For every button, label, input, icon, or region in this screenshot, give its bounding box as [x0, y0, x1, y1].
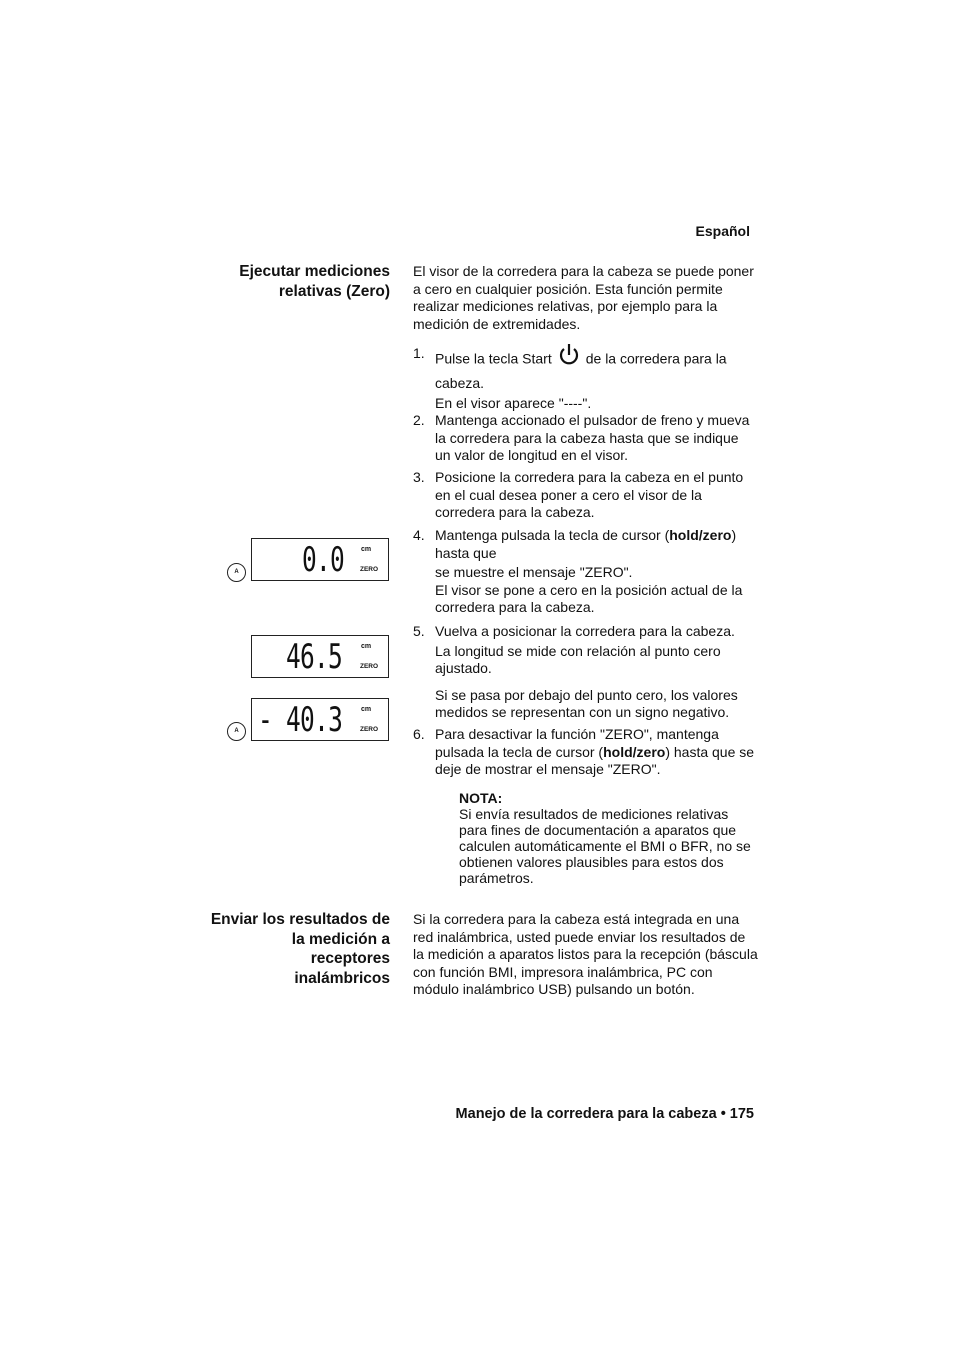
display-status: ZERO — [360, 663, 379, 670]
marker-icon: A — [227, 563, 246, 582]
display-value: 46.5 — [286, 637, 343, 677]
language-label: Español — [695, 223, 750, 239]
section-title-line: receptores — [310, 950, 390, 967]
step-text: La longitud se mide con relación al punto cero ajustado. — [435, 642, 721, 677]
display-unit: cm — [361, 706, 372, 713]
step-number: 1. — [413, 345, 425, 361]
step-2 — [413, 412, 758, 466]
step-text: ) — [731, 527, 737, 543]
display-unit: cm — [361, 643, 372, 650]
step-number: 4. — [413, 527, 425, 543]
marker-icon: A — [227, 722, 246, 741]
note-text: Si envía resultados de mediciones relativas para fines de documentación a aparatos que calculen automáticamente el BMI o BFR, no se obtienen valores plausibles para estos dos parámetros. — [459, 806, 751, 886]
step-number: 5. — [413, 623, 425, 639]
step-text: se muestre el mensaje "ZERO". — [435, 564, 633, 581]
step-text: ) hasta que se deje de mostrar el mensaje "ZERO". — [435, 743, 755, 778]
lcd-display — [251, 538, 389, 581]
key-name: hold/zero — [603, 743, 666, 760]
step-number: 6. — [413, 726, 425, 742]
step-text: Mantenga pulsada la tecla de cursor ( — [435, 527, 670, 543]
lcd-display — [251, 698, 389, 741]
step-3 — [413, 469, 758, 523]
power-icon — [558, 343, 580, 373]
step-text: cabeza. — [435, 375, 485, 391]
step-text: El visor se pone a cero en la posición actual de la corredera para la cabeza. — [435, 581, 743, 616]
step-6 — [413, 726, 758, 780]
section-title-wireless — [211, 910, 390, 988]
step-text: Si se pasa por debajo del punto cero, los valores medidos se representan con un signo negativo. — [435, 686, 738, 721]
lcd-display — [251, 635, 389, 678]
step-5 — [413, 623, 758, 723]
note-box — [459, 790, 759, 886]
step-text: de la corredera para la — [585, 350, 727, 367]
step-text: Mantenga accionado el pulsador de freno y mueva la corredera para la cabeza hasta que se indique un valor de longitud en el visor. — [435, 412, 750, 464]
page-footer: Manejo de la corredera para la cabeza • 175 — [455, 1106, 754, 1122]
step-4 — [413, 527, 758, 619]
section-title-line: Ejecutar mediciones — [239, 263, 390, 280]
step-text: Pulse la tecla Start — [435, 350, 552, 367]
display-value: - 40.3 — [258, 700, 343, 740]
section-title-line: la medición a — [291, 930, 390, 948]
section-title-line: relativas (Zero) — [278, 282, 390, 300]
display-status: ZERO — [360, 726, 379, 733]
section-text: Si la corredera para la cabeza está integrada en una red inalámbrica, usted puede enviar los resultados de la medición a aparatos listos para la recepción (báscula con función BMI, impresora inalámbrica, PC con módulo inalámbrico USB) pulsando un botón. — [413, 911, 758, 998]
step-number: 2. — [413, 412, 425, 428]
display-value: 0.0 — [302, 540, 345, 580]
step-text: Posicione la corredera para la cabeza en el punto en el cual desea poner a cero el visor de la corredera para la cabeza. — [435, 469, 744, 521]
section-intro: El visor de la corredera para la cabeza se puede poner a cero en cualquier posición. Esta función permite realizar mediciones relativas, por ejemplo para la medición de extremidades. — [413, 263, 754, 332]
section-title-zero — [239, 262, 390, 301]
section-title-line: Enviar los resultados de — [210, 911, 390, 928]
key-name: hold/zero — [669, 527, 732, 543]
step-number: 3. — [413, 469, 425, 485]
display-unit: cm — [361, 546, 372, 553]
note-label: NOTA: — [459, 790, 503, 806]
step-text: Vuelva a posicionar la corredera para la cabeza. — [435, 623, 735, 639]
step-text: En el visor aparece "----". — [435, 394, 592, 411]
step-text: Para desactivar la función "ZERO", mantenga pulsada la tecla de cursor ( — [435, 726, 719, 760]
section-title-line: inalámbricos — [294, 969, 390, 987]
step-1 — [413, 345, 758, 411]
display-status: ZERO — [360, 566, 379, 573]
step-text: hasta que — [435, 544, 497, 561]
